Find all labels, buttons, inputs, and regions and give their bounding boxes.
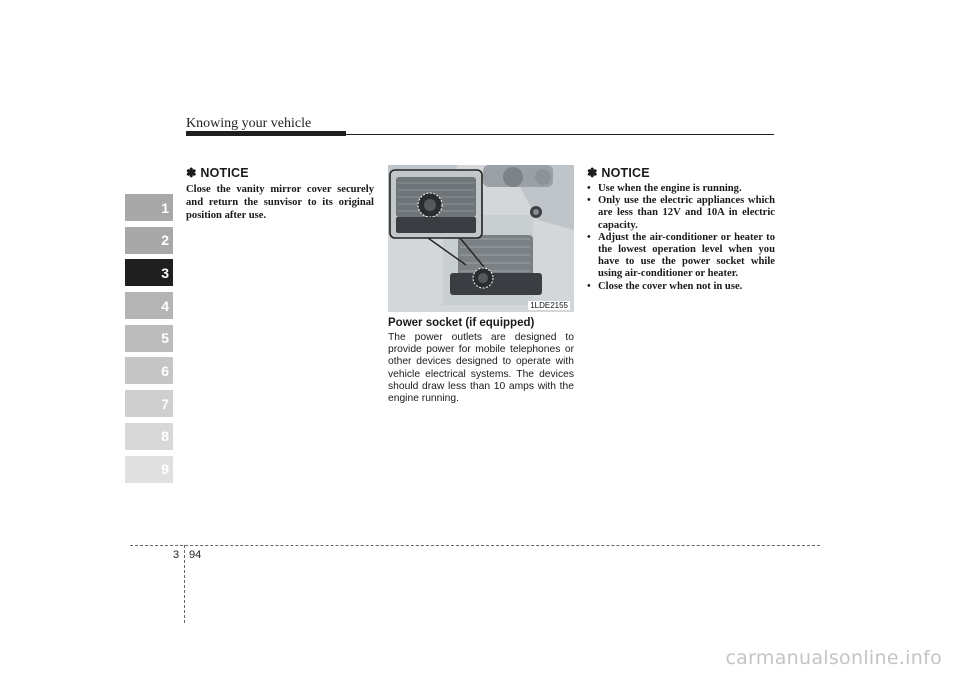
power-socket-heading: Power socket (if equipped) xyxy=(388,317,535,329)
chapter-tab-9[interactable]: 9 xyxy=(125,456,173,483)
notice-text: Close the vanity mirror cover securely and return the sunvisor to its original position after use. xyxy=(186,184,374,221)
chapter-tab-2[interactable]: 2 xyxy=(125,227,173,254)
notice-list xyxy=(587,183,775,293)
chapter-tab-7[interactable]: 7 xyxy=(125,390,173,417)
chapter-tab-5[interactable]: 5 xyxy=(125,325,173,352)
notice-list-item: • Close the cover when not in use. xyxy=(587,281,775,293)
chapter-tab-4[interactable]: 4 xyxy=(125,292,173,319)
chapter-tab-1[interactable]: 1 xyxy=(125,194,173,221)
chapter-tab-6[interactable]: 6 xyxy=(125,357,173,384)
right-column xyxy=(587,165,775,293)
section-header-title: Knowing your vehicle xyxy=(186,116,312,131)
notice-list-item: • Only use the electric appliances which are less than 12V and 10A in electric capacity. xyxy=(587,195,775,232)
notice-heading: ✽ NOTICE xyxy=(186,166,249,180)
console-drawing xyxy=(388,165,574,312)
header-rule xyxy=(346,134,774,135)
chapter-tab-8[interactable]: 8 xyxy=(125,423,173,450)
chapter-tab-strip xyxy=(125,194,173,488)
chapter-tab-3[interactable]: 3 xyxy=(125,259,173,286)
figure-label: 1LDE2155 xyxy=(530,301,568,310)
header-bar xyxy=(186,131,346,136)
notice-list-item: • Use when the engine is running. xyxy=(587,183,775,195)
power-socket-illustration xyxy=(388,165,574,312)
footer-chapter-number: 3 xyxy=(173,549,180,561)
power-socket-body: The power outlets are designed to provide power for mobile telephones or other devices designed to operate with vehicle electrical systems. The devices should draw less than 10 amps with the engine running. xyxy=(388,332,574,405)
watermark: carmanualsonline.info xyxy=(725,647,942,669)
notice-list-item: • Adjust the air-conditioner or heater to the lowest operation level when you have to use the power socket while using air-conditioner or heater. xyxy=(587,232,775,281)
notice-heading: ✽ NOTICE xyxy=(587,166,650,180)
footer-dashed-rule xyxy=(130,545,820,546)
left-column xyxy=(186,165,374,222)
footer-vertical-rule xyxy=(184,545,185,623)
footer-page-number: 94 xyxy=(189,549,202,561)
middle-column xyxy=(388,165,574,405)
